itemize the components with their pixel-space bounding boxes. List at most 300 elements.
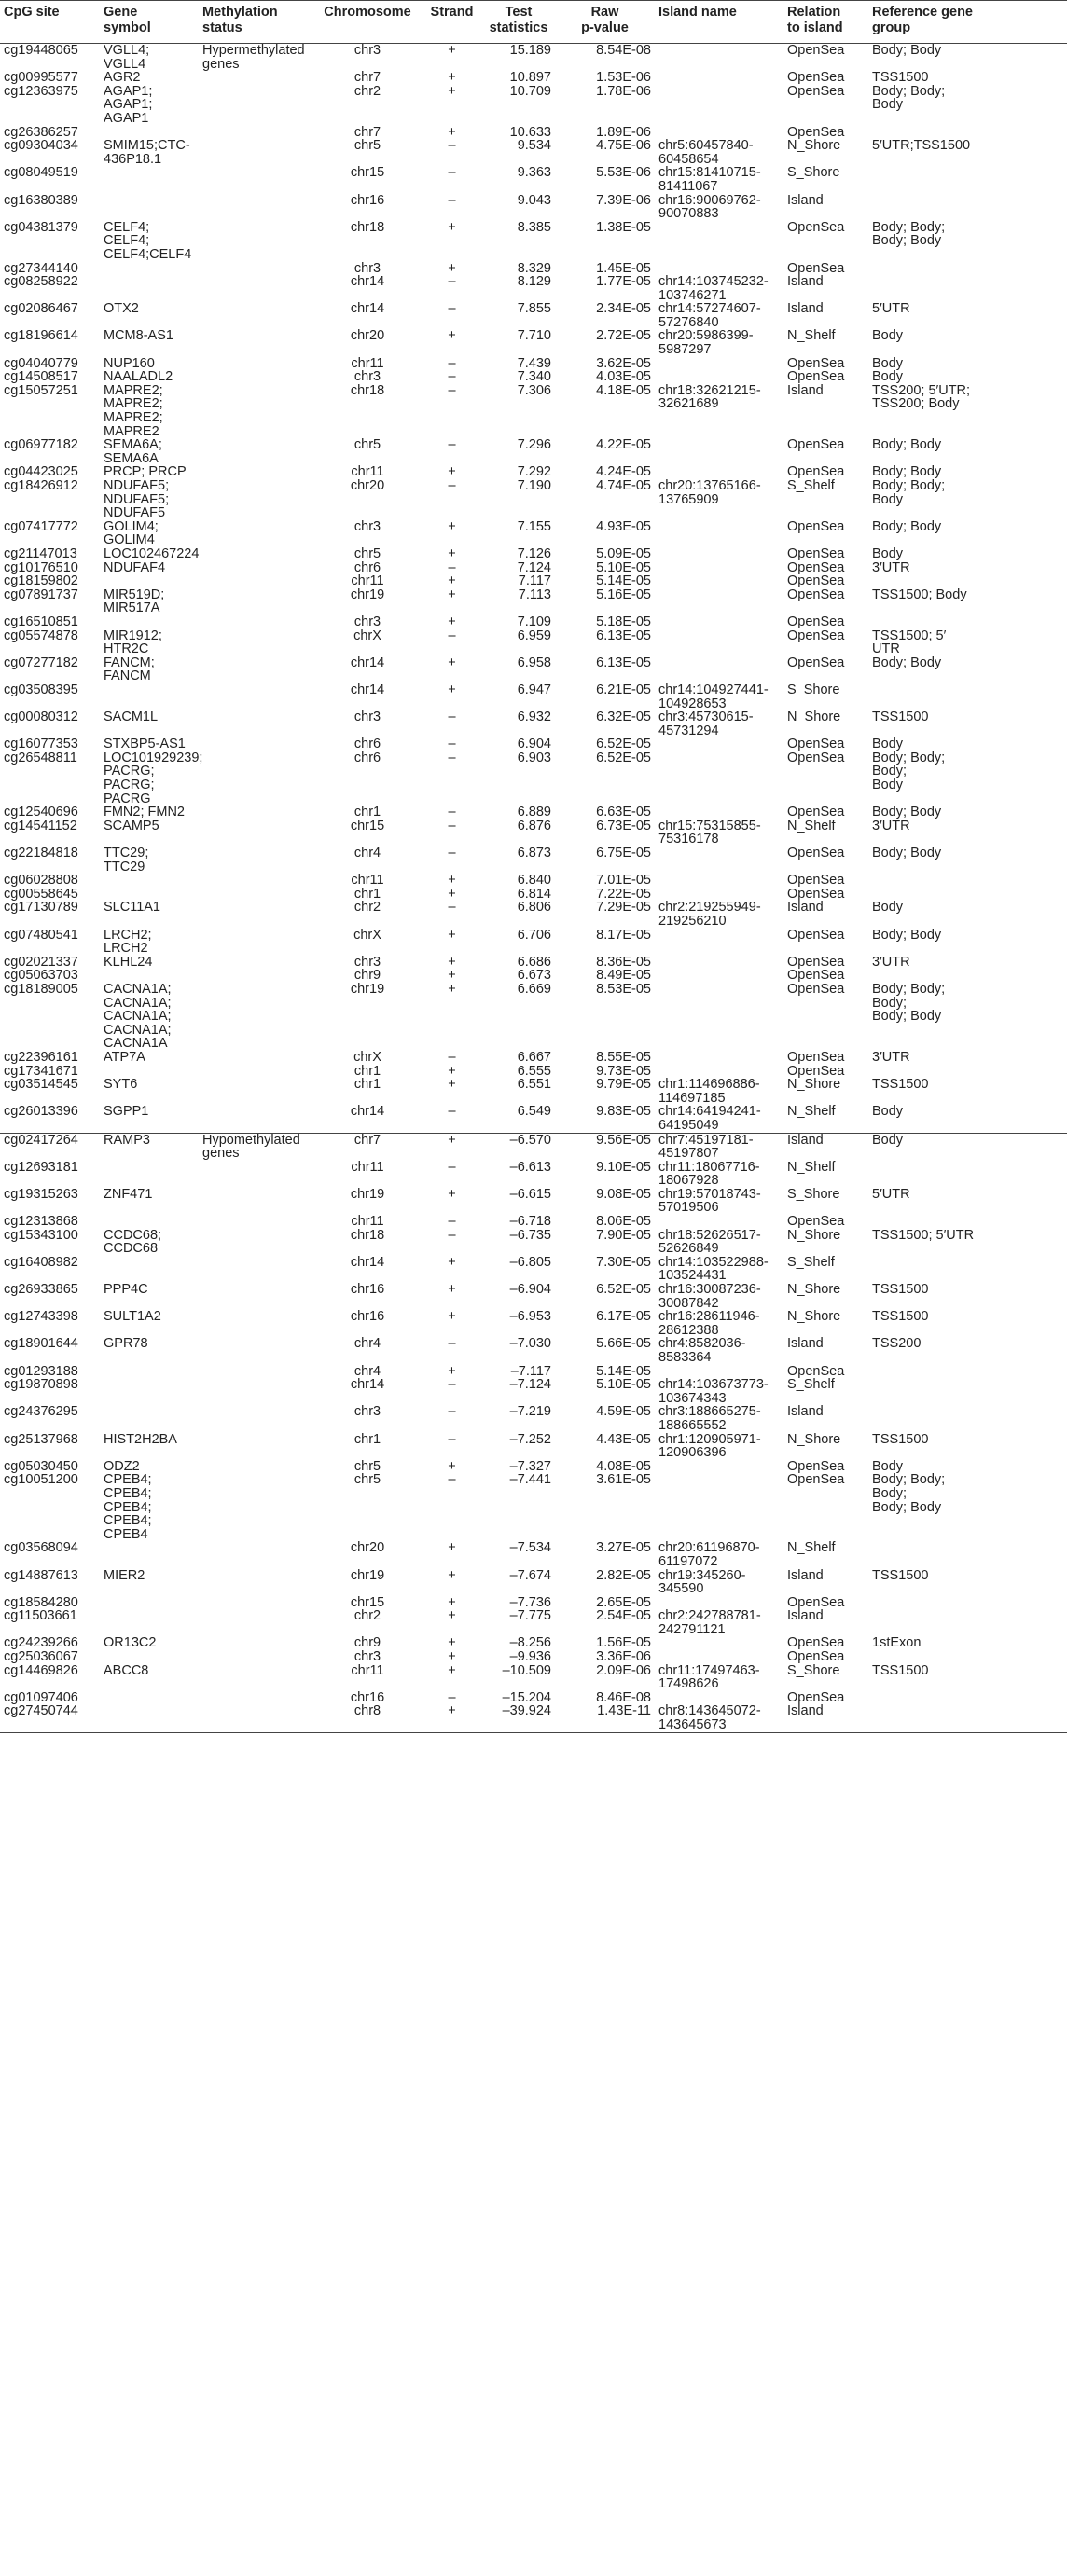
reference-gene-group-cell: 3′UTR bbox=[872, 954, 910, 970]
strand-cell: – bbox=[448, 1336, 456, 1352]
cpg-site-cell: cg11503661 bbox=[4, 1608, 77, 1624]
cpg-site-cell: cg18159802 bbox=[4, 573, 78, 589]
cpg-site-cell: cg27450744 bbox=[0, 1704, 100, 1732]
reference-gene-group-cell bbox=[868, 275, 1067, 302]
raw-p-value-cell: 1.43E-11 bbox=[555, 1704, 655, 1732]
methylation-status-cell bbox=[199, 275, 313, 302]
raw-p-value-cell: 2.82E-05 bbox=[596, 1567, 651, 1583]
test-statistic-cell: 9.043 bbox=[517, 192, 551, 208]
header-relation-to-island: Relation to island bbox=[783, 1, 868, 44]
gene-symbol-cell: RAMP3 bbox=[100, 1133, 199, 1161]
test-statistic-cell: 10.633 bbox=[509, 124, 551, 140]
raw-p-value-cell: 9.79E-05 bbox=[596, 1077, 651, 1093]
reference-gene-group-cell bbox=[868, 1215, 1067, 1229]
methylation-status-cell bbox=[199, 126, 313, 140]
test-statistic-cell: 6.903 bbox=[517, 750, 551, 765]
methylation-status-cell bbox=[199, 262, 313, 276]
table-row bbox=[0, 1078, 1067, 1105]
methylation-status-cell bbox=[199, 1051, 313, 1065]
test-statistic-cell: 7.306 bbox=[517, 382, 551, 398]
island-name-cell: chr15:75315855- 75316178 bbox=[658, 818, 761, 847]
relation-to-island-cell: OpenSea bbox=[787, 954, 845, 970]
cpg-site-cell: cg05574878 bbox=[4, 627, 78, 643]
methylation-status-cell bbox=[199, 194, 313, 221]
methylation-status-cell bbox=[199, 302, 313, 329]
cpg-site-cell: cg19315263 bbox=[4, 1186, 78, 1202]
methylation-status-cell bbox=[199, 139, 313, 166]
methylation-status-cell bbox=[199, 1664, 313, 1691]
methylation-status-cell bbox=[199, 737, 313, 751]
table-row bbox=[0, 275, 1067, 302]
gene-symbol-cell bbox=[100, 166, 199, 193]
cpg-site-cell: cg21147013 bbox=[4, 545, 77, 561]
raw-p-value-cell: 4.08E-05 bbox=[596, 1458, 651, 1474]
cpg-site-cell: cg04040779 bbox=[4, 355, 78, 371]
chromosome-cell: chr2 bbox=[353, 83, 381, 99]
relation-to-island-cell: OpenSea bbox=[787, 1458, 845, 1474]
test-statistic-cell: 6.947 bbox=[517, 682, 551, 697]
reference-gene-group-cell: Body; Body; Body bbox=[872, 83, 946, 113]
table-row bbox=[0, 737, 1067, 751]
reference-gene-group-cell: TSS1500 bbox=[872, 709, 929, 725]
cpg-site-cell: cg04423025 bbox=[4, 464, 78, 480]
relation-to-island-cell: N_Shelf bbox=[787, 328, 836, 344]
gene-symbol-cell: VGLL4; VGLL4 bbox=[104, 43, 150, 72]
raw-p-value-cell: 6.63E-05 bbox=[596, 805, 651, 820]
gene-symbol-cell bbox=[100, 1405, 199, 1432]
table-row bbox=[0, 465, 1067, 479]
island-name-cell: chr16:90069762- 90070883 bbox=[658, 192, 761, 222]
relation-to-island-cell: OpenSea bbox=[787, 886, 845, 902]
methylation-status-cell bbox=[199, 1337, 313, 1364]
relation-to-island-cell: OpenSea bbox=[787, 1214, 845, 1230]
table-row bbox=[0, 357, 1067, 371]
reference-gene-group-cell: Body; Body; Body; Body; Body bbox=[872, 1472, 946, 1515]
chromosome-cell: chr15 bbox=[350, 1594, 385, 1610]
header-raw-p-value: Raw p-value bbox=[555, 1, 655, 44]
relation-to-island-cell: S_Shore bbox=[787, 1662, 840, 1678]
gene-symbol-cell bbox=[100, 969, 199, 983]
strand-cell: + bbox=[448, 613, 456, 629]
cpg-site-cell: cg12540696 bbox=[4, 805, 78, 820]
island-name-cell bbox=[655, 1636, 783, 1650]
header-strand: Strand bbox=[422, 1, 482, 44]
methylation-status-cell bbox=[199, 1310, 313, 1337]
table-row bbox=[0, 969, 1067, 983]
cpg-site-cell: cg15343100 bbox=[4, 1227, 78, 1243]
gene-symbol-cell bbox=[100, 1378, 199, 1405]
raw-p-value-cell: 4.75E-06 bbox=[596, 138, 651, 154]
island-name-cell: chr3:45730615- 45731294 bbox=[658, 709, 754, 738]
strand-cell: – bbox=[448, 1689, 456, 1705]
strand-cell: + bbox=[448, 219, 456, 235]
methylation-status-cell bbox=[199, 1596, 313, 1610]
chromosome-cell: chr14 bbox=[350, 274, 385, 290]
chromosome-cell: chrX bbox=[353, 1049, 381, 1065]
gene-symbol-cell: SEMA6A; SEMA6A bbox=[104, 437, 162, 466]
test-statistic-cell: 9.534 bbox=[517, 138, 551, 154]
relation-to-island-cell: N_Shore bbox=[787, 1309, 841, 1325]
test-statistic-cell: 6.840 bbox=[517, 873, 551, 889]
gene-symbol-cell bbox=[100, 1256, 199, 1283]
strand-cell: + bbox=[448, 545, 456, 561]
cpg-site-cell: cg18196614 bbox=[4, 328, 78, 344]
table-row bbox=[0, 520, 1067, 547]
gene-symbol-cell: MIER2 bbox=[104, 1567, 146, 1583]
methylation-status-cell bbox=[199, 370, 313, 384]
reference-gene-group-cell bbox=[868, 683, 1067, 710]
chromosome-cell: chr7 bbox=[353, 70, 381, 86]
test-statistic-cell: –7.030 bbox=[509, 1336, 551, 1352]
raw-p-value-cell: 4.93E-05 bbox=[596, 518, 651, 534]
reference-gene-group-cell bbox=[868, 1650, 1067, 1664]
relation-to-island-cell: OpenSea bbox=[787, 355, 845, 371]
test-statistic-cell: 8.329 bbox=[517, 260, 551, 276]
cpg-site-cell: cg25137968 bbox=[4, 1431, 78, 1447]
strand-cell: – bbox=[448, 805, 456, 820]
island-name-cell: chr5:60457840- 60458654 bbox=[658, 138, 754, 167]
test-statistic-cell: –7.736 bbox=[509, 1594, 551, 1610]
test-statistic-cell: 7.124 bbox=[517, 559, 551, 575]
reference-gene-group-cell: Body; Body bbox=[872, 43, 942, 58]
raw-p-value-cell: 6.13E-05 bbox=[596, 654, 651, 670]
methylation-status-cell bbox=[199, 1365, 313, 1379]
reference-gene-group-cell: Body; Body bbox=[872, 846, 942, 861]
strand-cell: + bbox=[448, 83, 456, 99]
relation-to-island-cell: OpenSea bbox=[787, 1472, 845, 1488]
relation-to-island-cell: N_Shelf bbox=[787, 1104, 836, 1120]
strand-cell: + bbox=[448, 927, 456, 943]
relation-to-island-cell: OpenSea bbox=[787, 750, 845, 765]
chromosome-cell: chr9 bbox=[353, 1635, 381, 1651]
cpg-site-cell: cg17341671 bbox=[4, 1063, 78, 1079]
raw-p-value-cell: 5.66E-05 bbox=[596, 1336, 651, 1352]
island-name-cell: chr11:17497463- 17498626 bbox=[658, 1662, 760, 1692]
strand-cell: + bbox=[422, 1704, 482, 1732]
strand-cell: – bbox=[448, 1431, 456, 1447]
cpg-site-cell: cg07480541 bbox=[4, 927, 78, 943]
table-row bbox=[0, 1596, 1067, 1610]
relation-to-island-cell: Island bbox=[787, 1336, 824, 1352]
island-name-cell bbox=[655, 737, 783, 751]
chromosome-cell: chr1 bbox=[353, 1063, 381, 1079]
gene-symbol-cell: FMN2; FMN2 bbox=[104, 805, 185, 820]
raw-p-value-cell: 1.78E-06 bbox=[596, 83, 651, 99]
table-row bbox=[0, 1256, 1067, 1283]
methylation-status-cell bbox=[199, 1188, 313, 1215]
reference-gene-group-cell: 5′UTR bbox=[872, 1186, 910, 1202]
chromosome-cell: chr18 bbox=[350, 219, 385, 235]
gene-symbol-cell: ZNF471 bbox=[104, 1186, 153, 1202]
reference-gene-group-cell: TSS1500; 5′UTR bbox=[872, 1227, 975, 1243]
methylation-status-cell bbox=[199, 1105, 313, 1133]
chromosome-cell: chrX bbox=[353, 927, 381, 943]
strand-cell: – bbox=[448, 369, 456, 385]
strand-cell: + bbox=[448, 1567, 456, 1583]
relation-to-island-cell: Island bbox=[787, 900, 824, 916]
reference-gene-group-cell: 5′UTR bbox=[872, 301, 910, 317]
reference-gene-group-cell: TSS200; 5′UTR; TSS200; Body bbox=[872, 382, 971, 412]
reference-gene-group-cell: Body; Body bbox=[872, 518, 942, 534]
island-name-cell: chr16:30087236- 30087842 bbox=[658, 1282, 761, 1311]
chromosome-cell: chr19 bbox=[350, 981, 385, 997]
gene-symbol-cell: MIR1912; HTR2C bbox=[104, 627, 162, 657]
methylation-status-cell bbox=[199, 1078, 313, 1105]
reference-gene-group-cell bbox=[868, 1704, 1067, 1732]
relation-to-island-cell: Island bbox=[787, 301, 824, 317]
relation-to-island-cell: Island bbox=[787, 1404, 824, 1420]
reference-gene-group-cell bbox=[868, 1691, 1067, 1705]
gene-symbol-cell: CCDC68; CCDC68 bbox=[104, 1227, 162, 1257]
table-row bbox=[0, 683, 1067, 710]
cpg-site-cell: cg00558645 bbox=[4, 886, 78, 902]
test-statistic-cell: 7.155 bbox=[517, 518, 551, 534]
reference-gene-group-cell: Body bbox=[872, 369, 904, 385]
reference-gene-group-cell: TSS1500 bbox=[872, 1077, 929, 1093]
island-name-cell bbox=[655, 969, 783, 983]
island-name-cell: chr14:104927441- 104928653 bbox=[658, 682, 769, 711]
cpg-site-cell: cg14541152 bbox=[4, 818, 77, 833]
table-row bbox=[0, 983, 1067, 1051]
strand-cell: + bbox=[448, 1458, 456, 1474]
test-statistic-cell: 10.897 bbox=[509, 70, 551, 86]
methylation-status-cell bbox=[199, 1405, 313, 1432]
header-cpg-site: CpG site bbox=[0, 1, 100, 44]
cpg-site-cell: cg15057251 bbox=[4, 382, 78, 398]
table-row bbox=[0, 574, 1067, 588]
reference-gene-group-cell bbox=[868, 1378, 1067, 1405]
raw-p-value-cell: 6.52E-05 bbox=[596, 750, 651, 765]
table-row bbox=[0, 1051, 1067, 1065]
chromosome-cell: chr3 bbox=[353, 43, 381, 58]
island-name-cell: chr11:18067716- 18067928 bbox=[658, 1159, 760, 1189]
methylation-status-cell bbox=[199, 1283, 313, 1310]
chromosome-cell: chr5 bbox=[353, 138, 381, 154]
chromosome-cell: chr16 bbox=[350, 1309, 385, 1325]
gene-symbol-cell: MAPRE2; MAPRE2; MAPRE2; MAPRE2 bbox=[104, 382, 163, 439]
header-island-name: Island name bbox=[655, 1, 783, 44]
methylation-status-cell bbox=[199, 629, 313, 656]
relation-to-island-cell: N_Shore bbox=[787, 1077, 841, 1093]
test-statistic-cell: –6.570 bbox=[482, 1133, 555, 1161]
table-row bbox=[0, 901, 1067, 928]
relation-to-island-cell: Island bbox=[783, 1133, 868, 1161]
cpg-site-cell: cg12363975 bbox=[4, 83, 78, 99]
test-statistic-cell: –6.904 bbox=[509, 1282, 551, 1298]
island-name-cell: chr15:81410715- 81411067 bbox=[658, 165, 761, 194]
table-row bbox=[0, 1405, 1067, 1432]
gene-symbol-cell bbox=[100, 874, 199, 888]
reference-gene-group-cell: 5′UTR;TSS1500 bbox=[872, 138, 971, 154]
raw-p-value-cell: 9.08E-05 bbox=[596, 1186, 651, 1202]
strand-cell: – bbox=[448, 478, 456, 493]
relation-to-island-cell: N_Shelf bbox=[787, 1540, 836, 1556]
reference-gene-group-cell bbox=[868, 969, 1067, 983]
reference-gene-group-cell bbox=[868, 1405, 1067, 1432]
gene-symbol-cell: MIR519D; MIR517A bbox=[104, 586, 165, 616]
strand-cell: – bbox=[448, 846, 456, 861]
reference-gene-group-cell bbox=[868, 615, 1067, 629]
strand-cell: + bbox=[448, 1662, 456, 1678]
test-statistic-cell: –8.256 bbox=[509, 1635, 551, 1651]
raw-p-value-cell: 1.38E-05 bbox=[596, 219, 651, 235]
chromosome-cell: chr6 bbox=[353, 750, 381, 765]
table-row bbox=[0, 1704, 1067, 1732]
raw-p-value-cell: 4.43E-05 bbox=[596, 1431, 651, 1447]
island-name-cell bbox=[655, 438, 783, 465]
chromosome-cell: chr18 bbox=[350, 1227, 385, 1243]
island-name-cell bbox=[655, 561, 783, 575]
gene-symbol-cell: NUP160 bbox=[104, 355, 155, 371]
raw-p-value-cell: 7.30E-05 bbox=[596, 1254, 651, 1270]
cpg-site-cell: cg16510851 bbox=[4, 613, 78, 629]
cpg-site-cell: cg27344140 bbox=[4, 260, 78, 276]
methylation-status-cell bbox=[199, 329, 313, 356]
relation-to-island-cell: S_Shelf bbox=[787, 478, 835, 493]
methylation-status-cell bbox=[199, 1473, 313, 1541]
chromosome-cell: chr11 bbox=[351, 464, 384, 480]
strand-cell: + bbox=[448, 1635, 456, 1651]
relation-to-island-cell: Island bbox=[787, 192, 824, 208]
island-name-cell: chr19:345260- 345590 bbox=[658, 1567, 746, 1597]
table-row bbox=[0, 1105, 1067, 1133]
cpg-site-cell: cg10051200 bbox=[4, 1472, 78, 1488]
gene-symbol-cell: HIST2H2BA bbox=[104, 1431, 177, 1447]
cpg-site-cell: cg07277182 bbox=[4, 654, 78, 670]
strand-cell: – bbox=[448, 192, 456, 208]
reference-gene-group-cell: Body bbox=[868, 1133, 1067, 1161]
raw-p-value-cell: 3.61E-05 bbox=[596, 1472, 651, 1488]
chromosome-cell: chr14 bbox=[350, 654, 385, 670]
relation-to-island-cell: OpenSea bbox=[787, 1649, 845, 1665]
reference-gene-group-cell bbox=[868, 888, 1067, 902]
table-row bbox=[0, 44, 1067, 72]
island-name-cell bbox=[655, 1051, 783, 1065]
test-statistic-cell: –7.441 bbox=[509, 1472, 551, 1488]
reference-gene-group-cell: TSS1500; Body bbox=[872, 586, 967, 602]
relation-to-island-cell: OpenSea bbox=[787, 573, 845, 589]
methylation-status-cell bbox=[199, 751, 313, 806]
relation-to-island-cell: Island bbox=[787, 274, 824, 290]
chromosome-cell: chr15 bbox=[350, 818, 385, 833]
test-statistic-cell: –6.718 bbox=[509, 1214, 551, 1230]
chromosome-cell: chr16 bbox=[350, 1282, 385, 1298]
gene-symbol-cell bbox=[100, 1541, 199, 1568]
reference-gene-group-cell: Body bbox=[872, 545, 904, 561]
test-statistic-cell: –7.117 bbox=[510, 1363, 551, 1379]
island-name-cell bbox=[655, 465, 783, 479]
raw-p-value-cell: 5.10E-05 bbox=[596, 559, 651, 575]
table-row bbox=[0, 1569, 1067, 1596]
island-name-cell bbox=[655, 262, 783, 276]
island-name-cell bbox=[655, 574, 783, 588]
gene-symbol-cell bbox=[100, 574, 199, 588]
strand-cell: + bbox=[448, 70, 456, 86]
island-name-cell bbox=[655, 983, 783, 1051]
table-row bbox=[0, 629, 1067, 656]
relation-to-island-cell: OpenSea bbox=[787, 627, 845, 643]
table-row bbox=[0, 847, 1067, 874]
table-row bbox=[0, 820, 1067, 847]
gene-symbol-cell: MCM8-AS1 bbox=[104, 328, 173, 344]
island-name-cell bbox=[655, 1596, 783, 1610]
table-row bbox=[0, 1378, 1067, 1405]
raw-p-value-cell: 2.72E-05 bbox=[596, 328, 651, 344]
table-body bbox=[0, 44, 1067, 1733]
cpg-site-cell: cg02021337 bbox=[4, 954, 78, 970]
test-statistic-cell: –6.805 bbox=[509, 1254, 551, 1270]
cpg-site-cell: cg00080312 bbox=[4, 709, 78, 725]
methylation-status-cell bbox=[199, 710, 313, 737]
gene-symbol-cell bbox=[100, 194, 199, 221]
relation-to-island-cell: OpenSea bbox=[787, 654, 845, 670]
raw-p-value-cell: 4.24E-05 bbox=[596, 464, 651, 480]
raw-p-value-cell: 1.56E-05 bbox=[596, 1635, 651, 1651]
raw-p-value-cell: 8.55E-05 bbox=[596, 1049, 651, 1065]
raw-p-value-cell: 6.32E-05 bbox=[596, 709, 651, 725]
gene-symbol-cell: FANCM; FANCM bbox=[104, 654, 155, 684]
test-statistic-cell: 7.126 bbox=[517, 545, 551, 561]
raw-p-value-cell: 8.46E-08 bbox=[596, 1689, 651, 1705]
chromosome-cell: chr20 bbox=[350, 1540, 385, 1556]
island-name-cell: chr14:64194241- 64195049 bbox=[658, 1104, 761, 1133]
cpg-site-cell: cg14469826 bbox=[4, 1662, 78, 1678]
methylation-status-cell bbox=[199, 357, 313, 371]
reference-gene-group-cell: Body; Body; Body; Body; Body bbox=[872, 981, 946, 1025]
raw-p-value-cell: 2.09E-06 bbox=[596, 1662, 651, 1678]
table-row bbox=[0, 1337, 1067, 1364]
reference-gene-group-cell: TSS1500 bbox=[872, 1282, 929, 1298]
reference-gene-group-cell: 3′UTR bbox=[872, 818, 910, 833]
reference-gene-group-cell bbox=[868, 1541, 1067, 1568]
test-statistic-cell: 6.549 bbox=[517, 1104, 551, 1120]
table-row bbox=[0, 874, 1067, 888]
methylation-status-cell bbox=[199, 1650, 313, 1664]
raw-p-value-cell: 8.06E-05 bbox=[596, 1214, 651, 1230]
methylation-status-cell bbox=[199, 1065, 313, 1079]
raw-p-value-cell: 6.52E-05 bbox=[596, 1282, 651, 1298]
test-statistic-cell: 7.439 bbox=[517, 355, 551, 371]
relation-to-island-cell: OpenSea bbox=[787, 545, 845, 561]
test-statistic-cell: 7.855 bbox=[517, 301, 551, 317]
chromosome-cell: chr3 bbox=[353, 1649, 381, 1665]
gene-symbol-cell: OR13C2 bbox=[104, 1635, 157, 1651]
strand-cell: + bbox=[448, 328, 456, 344]
test-statistic-cell: –6.613 bbox=[509, 1159, 551, 1175]
gene-symbol-cell: NDUFAF5; NDUFAF5; NDUFAF5 bbox=[104, 478, 170, 521]
island-name-cell bbox=[655, 520, 783, 547]
relation-to-island-cell: OpenSea bbox=[787, 124, 845, 140]
raw-p-value-cell: 4.03E-05 bbox=[596, 369, 651, 385]
island-name-cell: chr16:28611946- 28612388 bbox=[658, 1309, 760, 1338]
island-name-cell bbox=[655, 547, 783, 561]
chromosome-cell: chr3 bbox=[353, 518, 381, 534]
methylation-status-cell bbox=[199, 806, 313, 820]
relation-to-island-cell: N_Shore bbox=[787, 1431, 841, 1447]
gene-symbol-cell bbox=[100, 1215, 199, 1229]
cpg-site-cell: cg18189005 bbox=[4, 981, 78, 997]
chromosome-cell: chr3 bbox=[353, 369, 381, 385]
chromosome-cell: chr14 bbox=[350, 301, 385, 317]
cpg-site-cell: cg02417264 bbox=[0, 1133, 100, 1161]
cpg-site-cell: cg17130789 bbox=[4, 900, 78, 916]
chromosome-cell: chr11 bbox=[351, 573, 384, 589]
strand-cell: + bbox=[448, 1608, 456, 1624]
strand-cell: + bbox=[448, 518, 456, 534]
island-name-cell bbox=[655, 629, 783, 656]
strand-cell: + bbox=[448, 1594, 456, 1610]
gene-symbol-cell bbox=[100, 262, 199, 276]
